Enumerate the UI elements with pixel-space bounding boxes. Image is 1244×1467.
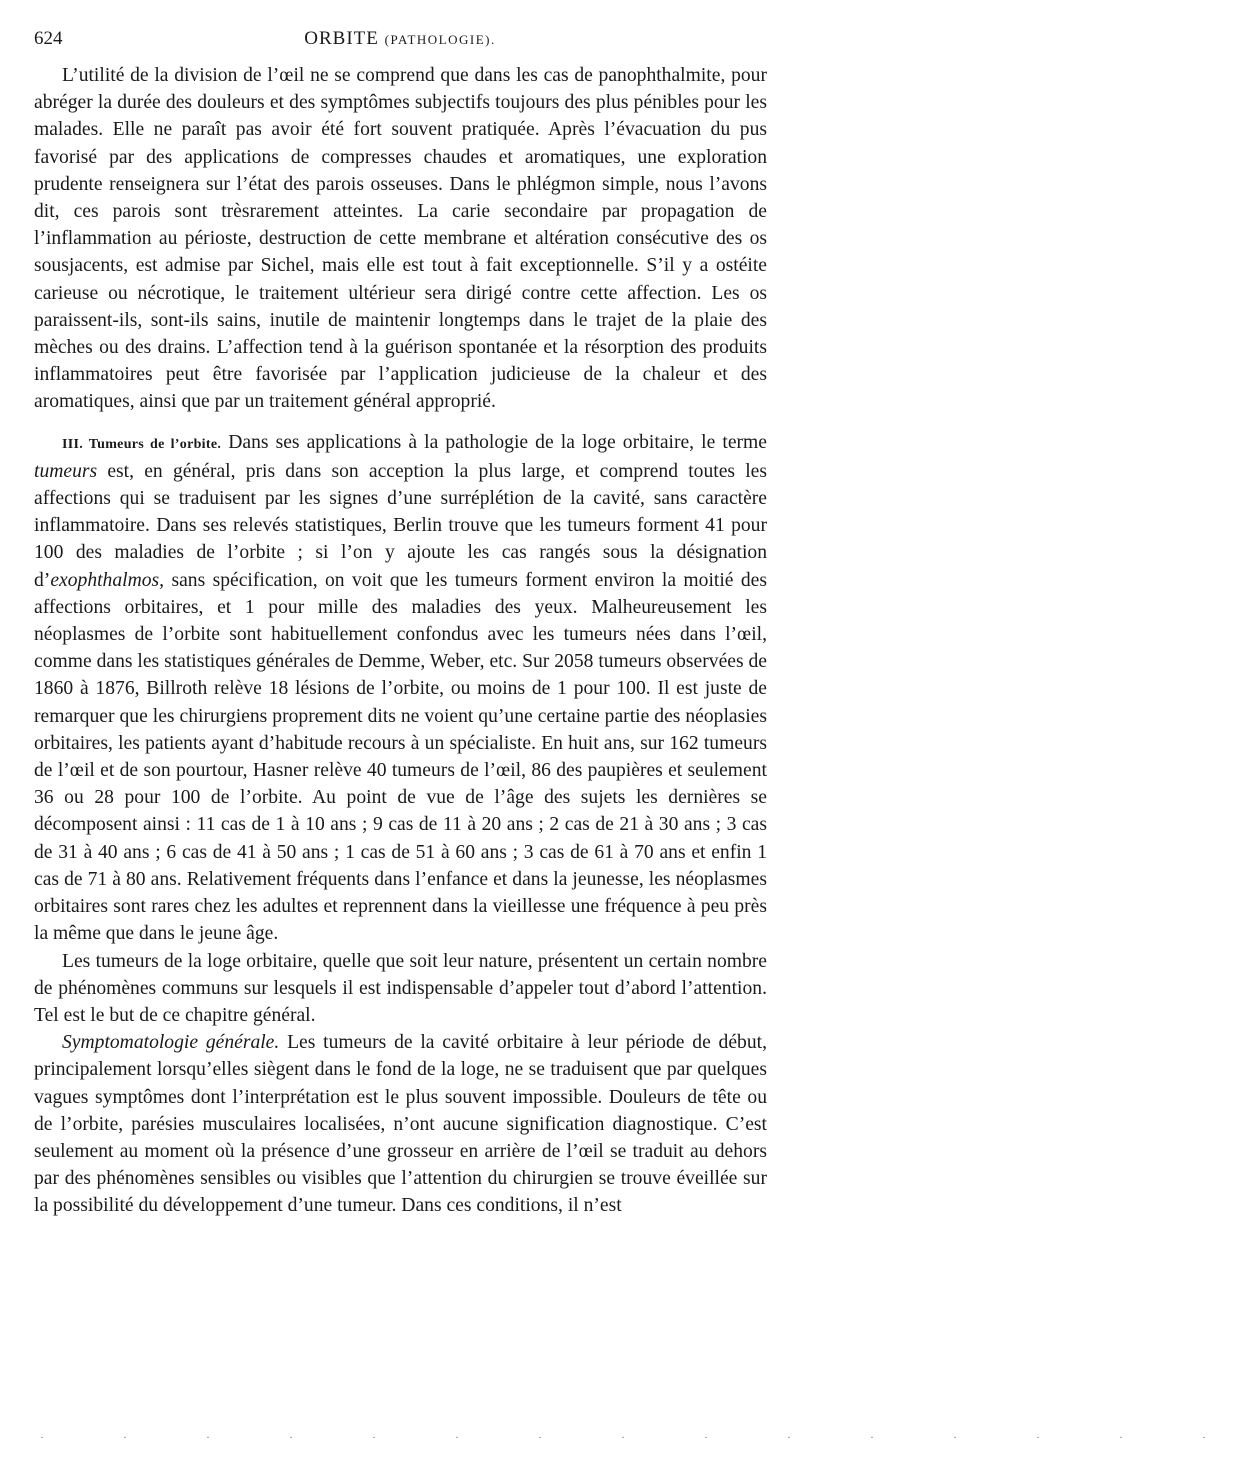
page-body	[34, 62, 767, 1220]
subsection-heading: Symptomatologie générale.	[62, 1032, 280, 1054]
paragraph-symptomatologie	[34, 1029, 767, 1219]
running-title-subtitle: (PATHOLOGIE).	[384, 32, 496, 47]
scan-marks: · · · · · · · · · · · · · · ·	[40, 1430, 1244, 1444]
paragraph-tumeurs	[34, 429, 767, 948]
paragraph-text: Dans ses applications à la pathologie de la loge orbitaire, le terme	[221, 431, 767, 453]
running-title-main: ORBITE	[304, 28, 379, 49]
emphasis-term: tumeurs	[34, 460, 98, 482]
paragraph-text: sans spécification, on voit que les tumeurs forment environ la moitié des affections orbitaires, et 1 pour mille des maladies des yeux. Malheureusement les néoplasmes de l’orbite sont habituellement confondus avec les tumeurs nées dans l’œil, comme dans les statistiques générales de Demme, Weber, etc. Sur 2058 tumeurs observées de 1860 à 1876, Billroth relève 18 lésions de l’orbite, ou moins de 1 pour 100. Il est juste de remarquer que les chirurgiens proprement dits ne voient qu’une certaine partie des néoplasies orbitaires, les patients ayant d’habitude recours à un spécialiste. En huit ans, sur 162 tumeurs de l’œil et de son pourtour, Hasner relève 40 tumeurs de l’œil, 86 des paupières et seulement 36 ou 28 pour 100 de l’orbite. Au point de vue de l’âge des sujets les dernières se décomposent ainsi : 11 cas de 1 à 10 ans ; 9 cas de 11 à 20 ans ; 2 cas de 21 à 30 ans ; 3 cas de 31 à 40 ans ; 6 cas de 41 à 50 ans ; 1 cas de 51 à 60 ans ; 3 cas de 61 à 70 ans et enfin 1 cas de 71 à 80 ans. Relativement fréquents dans l’enfance et dans la jeunesse, les néoplasmes orbitaires sont rares chez les adultes et reprennent dans la vieillesse une fréquence à peu près la même que dans le jeune âge.	[34, 569, 767, 945]
paragraph-general: Les tumeurs de la loge orbitaire, quelle que soit leur nature, présentent un certain nombre de phénomènes communs sur lesquels il est indispensable d’appeler tout d’abord l’attention. Tel est le but de ce chapitre général.	[34, 950, 767, 1026]
emphasis-term: exophthalmos,	[50, 569, 165, 591]
section-heading: III. Tumeurs de l’orbite.	[62, 436, 222, 452]
paragraph-text: est, en général, pris dans son acception la plus large, et comprend toutes les affections qui se traduisent par les signes d’une surréplétion de la cavité, sans caractère inflammatoire. Dans ses relevés statistiques, Berlin trouve que les tumeurs forment 41 pour 100 des maladies de l’orbite ; si l’on y ajoute les cas rangés sous la désignation d’	[34, 460, 767, 591]
page-number: 624	[34, 28, 63, 49]
paragraph-text: Les tumeurs de la cavité orbitaire à leur période de début, principalement lorsqu’elles siègent dans le fond de la loge, ne se traduisent que par quelques vagues symptômes dont l’interprétation est le plus souvent impossible. Douleurs de tête ou de l’orbite, parésies musculaires localisées, n’ont aucune signification diagnostique. C’est seulement au moment où la présence d’une grosseur en arrière de l’œil se traduit au dehors par des phénomènes sensibles ou visibles que l’attention du chirurgien se trouve éveillée sur la possibilité du développement d’une tumeur. Dans ces conditions, il n’est	[34, 1032, 767, 1217]
paragraph-treatment: L’utilité de la division de l’œil ne se comprend que dans les cas de panophthalmite, pour abréger la durée des douleurs et des symptômes subjectifs toujours des plus pénibles pour les malades. Elle ne paraît pas avoir été fort souvent pratiquée. Après l’évacuation du pus favorisé par des applications de compresses chaudes et aromatiques, une exploration prudente renseignera sur l’état des parois osseuses. Dans le phlégmon simple, nous l’avons dit, ces parois sont trèsrarement atteintes. La carie secondaire par propagation de l’inflammation au périoste, destruction de cette membrane et altération consécutive des os sousjacents, est admise par Sichel, mais elle est tout à fait exceptionnelle. S’il y a ostéite carieuse ou nécrotique, le traitement ultérieur sera dirigé contre cette affection. Les os paraissent-ils, sont-ils sains, inutile de maintenir longtemps dans le trajet de la plaie des mèches ou des drains. L’affection tend à la guérison spontanée et la résorption des produits inflammatoires peut être favorisée par l’application judicieuse de la chaleur et des aromatiques, ainsi que par un traitement général approprié.	[34, 65, 767, 413]
running-title	[34, 28, 766, 50]
running-header	[34, 28, 766, 56]
